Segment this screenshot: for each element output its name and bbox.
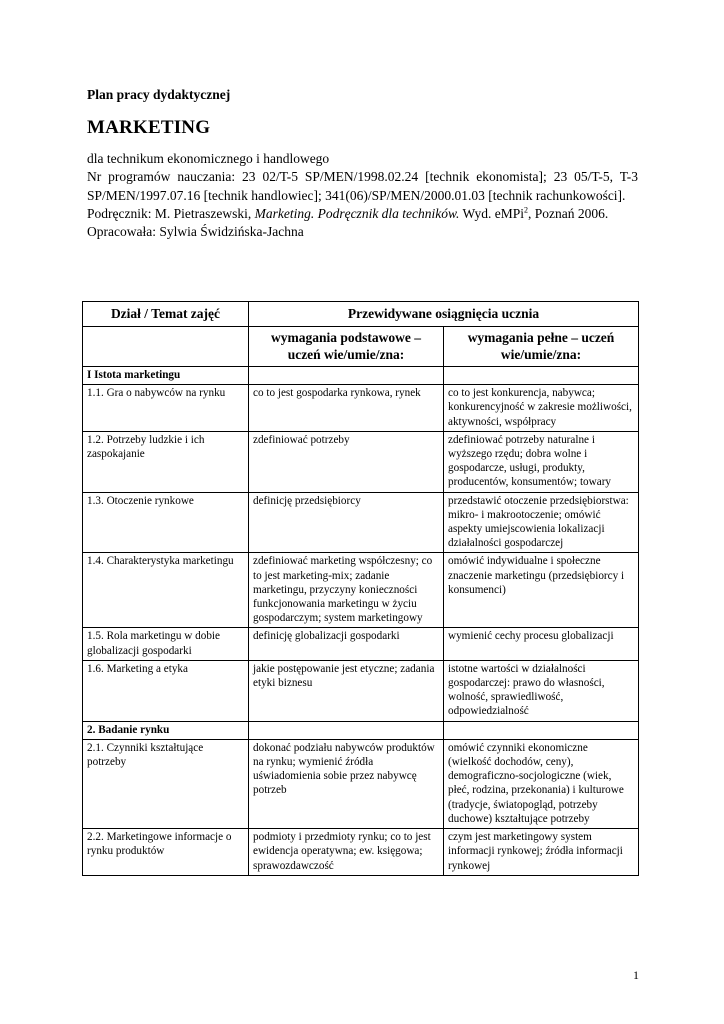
topic-cell: 1.2. Potrzeby ludzkie i ich zaspokajanie [83, 431, 249, 492]
section-row [83, 367, 639, 385]
topic-cell: 2.2. Marketingowe informacje o rynku produktów [83, 829, 249, 876]
header-achievements: Przewidywane osiągnięcia ucznia [249, 302, 639, 327]
topic-cell: 1.3. Otoczenie rynkowe [83, 492, 249, 553]
header-topic: Dział / Temat zajęć [83, 302, 249, 327]
textbook-suffix: , Poznań 2006. [528, 205, 609, 221]
header-topic-spacer [83, 327, 249, 367]
section-title: 2. Badanie rynku [83, 721, 249, 739]
full-cell: co to jest konkurencja, nabywca; konkurencyjność w zakresie możliwości, aktywności, współpracy [444, 385, 639, 432]
table-row [83, 431, 639, 492]
basic-cell: zdefiniować marketing współczesny; co to jest marketing-mix; zadanie marketingu, przyczyny konieczności funkcjonowania marketingu w życiu gospodarczym; system marketingowy [249, 553, 444, 628]
topic-cell: 1.4. Charakterystyka marketingu [83, 553, 249, 628]
table-row [83, 628, 639, 660]
full-cell: omówić indywidualne i społeczne znaczenie marketingu (przedsiębiorcy i konsumenci) [444, 553, 639, 628]
basic-cell: definicję przedsiębiorcy [249, 492, 444, 553]
plan-table [82, 301, 639, 876]
document-title: MARKETING [87, 117, 211, 138]
basic-cell: dokonać podziału nabywców produktów na rynku; wymienić źródła uświadomienia sobie przez nabywcę potrzeb [249, 739, 444, 828]
intro-textbook [87, 205, 638, 223]
topic-cell: 1.6. Marketing a etyka [83, 660, 249, 721]
topic-cell: 1.1. Gra o nabywców na rynku [83, 385, 249, 432]
table-row [83, 829, 639, 876]
section-empty-cell [444, 367, 639, 385]
table-row [83, 553, 639, 628]
page-number: 1 [633, 968, 639, 982]
intro-program-numbers: Nr programów nauczania: 23 02/T-5 SP/MEN/1998.02.24 [technik ekonomista]; 23 05/T-5, T-3 SP/MEN/1997.07.16 [technik handlowiec]; 341(06)/SP/MEN/2000.01.03 [technik rachunkowości]. [87, 169, 638, 203]
full-cell: istotne wartości w działalności gospodarczej: prawo do własności, wolność, sprawiedliwość, odpowiedzialność [444, 660, 639, 721]
intro-author: Opracowała: Sylwia Świdzińska-Jachna [87, 224, 304, 240]
basic-cell: co to jest gospodarka rynkowa, rynek [249, 385, 444, 432]
topic-cell: 2.1. Czynniki kształtujące potrzeby [83, 739, 249, 828]
full-cell: zdefiniować potrzeby naturalne i wyższego rzędu; dobra wolne i gospodarcze, usługi, produkty, producentów, konsumentów; towary [444, 431, 639, 492]
header-basic: wymagania podstawowe – uczeń wie/umie/zna: [249, 327, 444, 367]
section-title: I Istota marketingu [83, 367, 249, 385]
textbook-title: Marketing. Podręcznik dla techników. [254, 205, 460, 221]
textbook-superscript: 2 [524, 205, 528, 215]
full-cell: przedstawić otoczenie przedsiębiorstwa: mikro- i makrootoczenie; omówić aspekty umiejscowienia lokalizacji działalności gospodarczej [444, 492, 639, 553]
document-label: Plan pracy dydaktycznej [87, 87, 231, 102]
intro-block [87, 150, 638, 241]
basic-cell: jakie postępowanie jest etyczne; zadania etyki biznesu [249, 660, 444, 721]
full-cell: omówić czynniki ekonomiczne (wielkość dochodów, ceny), demograficzno-socjologiczne (wiek, płeć, rodzina, przekonania) i kulturowe (tradycje, światopogląd, potrzeby duchowe) kształtujące potrzeby [444, 739, 639, 828]
basic-cell: zdefiniować potrzeby [249, 431, 444, 492]
header-full: wymagania pełne – uczeń wie/umie/zna: [444, 327, 639, 367]
table-row [83, 385, 639, 432]
section-empty-cell [249, 721, 444, 739]
full-cell: wymienić cechy procesu globalizacji [444, 628, 639, 660]
topic-cell: 1.5. Rola marketingu w dobie globalizacji gospodarki [83, 628, 249, 660]
full-cell: czym jest marketingowy system informacji rynkowej; źródła informacji rynkowej [444, 829, 639, 876]
section-empty-cell [444, 721, 639, 739]
section-empty-cell [249, 367, 444, 385]
textbook-publisher: Wyd. eMPi [459, 205, 524, 221]
section-row [83, 721, 639, 739]
basic-cell: definicję globalizacji gospodarki [249, 628, 444, 660]
basic-cell: podmioty i przedmioty rynku; co to jest ewidencja operatywna; ew. księgowa; sprawozdawczość [249, 829, 444, 876]
table-row [83, 739, 639, 828]
table-row [83, 492, 639, 553]
textbook-prefix: Podręcznik: M. Pietraszewski, [87, 205, 255, 221]
intro-school-type: dla technikum ekonomicznego i handlowego [87, 151, 330, 166]
table-row [83, 660, 639, 721]
